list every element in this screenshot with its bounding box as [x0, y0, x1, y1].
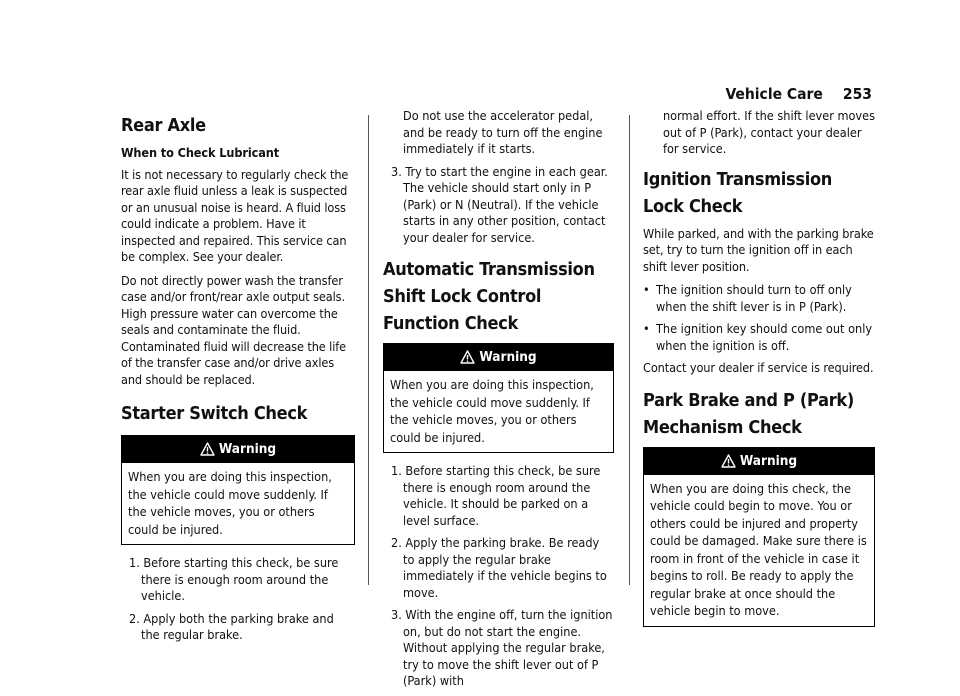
- step-list-continued: [383, 108, 614, 246]
- paragraph: While parked, and with the parking brake set, try to turn the ignition off in each shift lever position.: [643, 225, 874, 274]
- paragraph: Do not directly power wash the transfer case and/or front/rear axle output seals. High pressure water can overcome the seals and contaminate the fluid. Contaminated fluid will decrease the life of the transfer case and/or drive axles and should be replaced.: [121, 272, 347, 387]
- list-item: 1. Before starting this check, be sure there is enough room around the vehicle. It should be parked on a level surface.: [391, 463, 601, 528]
- subheading: When to Check Lubricant: [121, 145, 280, 160]
- warning-box: [383, 343, 614, 453]
- column-1: [121, 112, 355, 650]
- list-item: 1. Before starting this check, be sure there is enough room around the vehicle.: [129, 555, 339, 603]
- warning-header: [122, 436, 354, 463]
- list-item: 3. Try to start the engine in each gear. The vehicle should start only in P (Park) or N (Neutral). If the vehicle starts in any other position, contact your dealer for service.: [391, 163, 608, 245]
- paragraph: It is not necessary to regularly check the rear axle fluid unless a leak is suspected or an unusual noise is heard. A fluid loss could indicate a problem. Have it inspected and repaired. This service can be complex. See your dealer.: [121, 166, 349, 264]
- warning-text: When you are doing this inspection, the vehicle could move suddenly. If the vehicle moves, you or others could be injured.: [128, 469, 332, 537]
- bullet-text: The ignition should turn to off only when the shift lever is in P (Park).: [656, 282, 852, 314]
- bullet-icon: •: [643, 321, 650, 336]
- column-3: [643, 108, 875, 637]
- bullet-list: [643, 282, 875, 354]
- warning-label: Warning: [218, 441, 277, 457]
- warning-icon: [721, 454, 736, 468]
- step-list-continued: [643, 108, 875, 158]
- section-heading-shift-lock: Automatic Transmission Shift Lock Control Function Check: [383, 259, 595, 334]
- bullet-icon: •: [643, 282, 650, 297]
- bullet-text: The ignition key should come out only when the ignition is off.: [656, 321, 873, 353]
- warning-icon: [200, 442, 215, 456]
- list-item: [643, 282, 875, 315]
- section-title: Vehicle Care: [725, 85, 823, 103]
- column-divider: [629, 115, 630, 585]
- warning-box: [121, 435, 355, 545]
- page-header: [725, 85, 872, 103]
- step-list: [383, 463, 614, 690]
- list-item: 2. Apply the parking brake. Be ready to apply the regular brake immediately if the vehicle begins to move.: [391, 535, 607, 600]
- list-item-continued: normal effort. If the shift lever moves out of P (Park), contact your dealer for service.: [663, 108, 876, 156]
- step-list: [121, 555, 355, 644]
- warning-text: When you are doing this inspection, the vehicle could move suddenly. If the vehicle moves, you or others could be injured.: [390, 377, 594, 445]
- section-heading-park-brake: Park Brake and P (Park) Mechanism Check: [643, 389, 854, 438]
- page-number: 253: [842, 85, 872, 103]
- section-heading-starter-switch: Starter Switch Check: [121, 403, 308, 424]
- column-divider: [368, 115, 369, 585]
- warning-header: [644, 448, 874, 475]
- warning-label: Warning: [479, 349, 537, 365]
- list-item: 3. With the engine off, turn the ignition on, but do not start the engine. Without applying the regular brake, try to move the shift lever out of P (Park) with: [391, 607, 613, 688]
- list-item-continued: Do not use the accelerator pedal, and be ready to turn off the engine immediately if it starts.: [403, 108, 603, 156]
- paragraph: Contact your dealer if service is required.: [643, 360, 874, 375]
- list-item: [643, 321, 875, 354]
- warning-label: Warning: [739, 452, 798, 469]
- section-heading-ignition-lock: Ignition Transmission Lock Check: [643, 168, 833, 217]
- column-2: [383, 108, 614, 696]
- section-heading-rear-axle: Rear Axle: [121, 115, 206, 136]
- warning-box: [643, 447, 875, 627]
- warning-text: When you are doing this check, the vehicle could begin to move. You or others could be injured and property could be damaged. Make sure there is room in front of the vehicle in case it begins to roll. Be ready to apply the regular brake at once should the vehicle begin to move.: [650, 480, 867, 618]
- warning-icon: [460, 350, 475, 364]
- warning-header: [384, 344, 613, 371]
- list-item: 2. Apply both the parking brake and the regular brake.: [129, 610, 334, 642]
